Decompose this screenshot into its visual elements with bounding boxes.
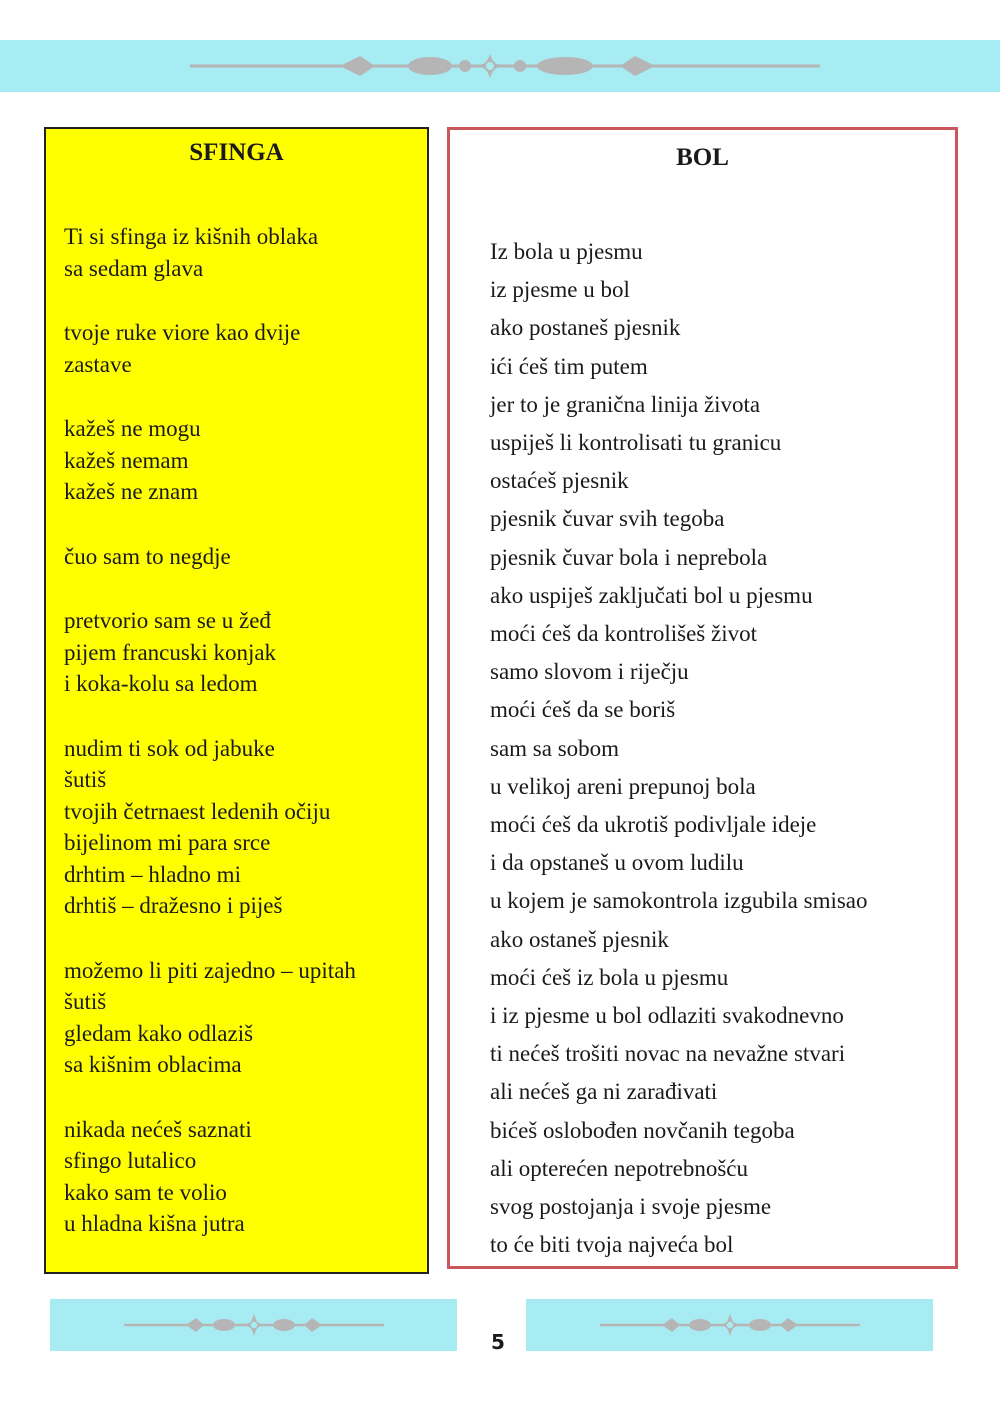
poem-line: tvoje ruke viore kao dvije <box>64 320 301 345</box>
stanza <box>64 413 419 508</box>
flourish-ornament-icon <box>124 1311 384 1339</box>
poem-line: ako uspiješ zaključati bol u pjesmu <box>490 582 813 608</box>
poem-line: šutiš <box>64 989 107 1014</box>
poem-line: pjesnik čuvar svih tegoba <box>490 506 725 532</box>
stanza <box>64 317 419 380</box>
poem-line: možemo li piti zajedno – upitah <box>64 957 356 983</box>
poem-sfinga-box <box>44 127 429 1274</box>
footer-band-left <box>50 1299 457 1351</box>
poem-line: svog postojanja i svoje pjesme <box>490 1194 772 1220</box>
poem-line: kažeš ne znam <box>64 479 199 504</box>
stanza <box>64 541 419 573</box>
poem-line: sa sedam glava <box>64 255 204 281</box>
poem-line: u kojem je samokontrola izgubila smisao <box>490 888 868 914</box>
poem-line: i iz pjesme u bol odlaziti svakodnevno <box>490 1003 844 1029</box>
poem-line: šutiš <box>64 767 107 792</box>
poem-line: kažeš nemam <box>64 447 189 473</box>
poem-line: i da opstaneš u ovom ludilu <box>490 850 744 876</box>
poem-line: pjesnik čuvar bola i neprebola <box>490 544 768 570</box>
poem-line: to će biti tvoja najveća bol <box>490 1232 734 1258</box>
stanza <box>64 955 419 1081</box>
poem-line: ali opterećen nepotrebnošću <box>490 1155 748 1181</box>
poem-line: pretvorio sam se u žeđ <box>64 608 271 633</box>
poem-bol-box <box>447 127 958 1269</box>
poem-line: moći ćeš iz bola u pjesmu <box>490 964 729 990</box>
poem-title-sfinga: SFINGA <box>189 139 284 166</box>
poem-line: ostaćeš pjesnik <box>490 468 629 494</box>
poem-line: drhtiš – dražesno i piješ <box>64 893 283 918</box>
poem-line: ako ostaneš pjesnik <box>490 926 669 952</box>
poem-line: ti nećeš trošiti novac na nevažne stvari <box>490 1041 846 1067</box>
poem-line: sa kišnim oblacima <box>64 1052 242 1077</box>
poem-line: bijelinom mi para srce <box>64 830 271 855</box>
stanza <box>64 1114 419 1240</box>
poem-line: sam sa sobom <box>490 735 620 761</box>
poem-line: pijem francuski konjak <box>64 639 277 665</box>
poem-line: i koka-kolu sa ledom <box>64 671 258 696</box>
header-band <box>0 40 1000 92</box>
page-number: 5 <box>491 1330 505 1354</box>
flourish-ornament-icon <box>600 1311 860 1339</box>
poem-line: gledam kako odlaziš <box>64 1020 254 1046</box>
poem-line: Iz bola u pjesmu <box>490 239 643 264</box>
poem-line: drhtim – hladno mi <box>64 861 241 887</box>
poem-line: čuo sam to negdje <box>64 543 231 569</box>
poem-line: jer to je granična linija života <box>490 391 761 417</box>
poem-line: kažeš ne mogu <box>64 416 201 441</box>
poem-line: moći ćeš da se boriš <box>490 697 676 723</box>
poem-line: u hladna kišna jutra <box>64 1211 245 1236</box>
poem-line: uspiješ li kontrolisati tu granicu <box>490 430 782 456</box>
poem-line: ako postaneš pjesnik <box>490 315 681 341</box>
poem-line: samo slovom i riječju <box>490 659 689 685</box>
poem-line: iz pjesme u bol <box>490 277 630 303</box>
poem-line: tvojih četrnaest ledenih očiju <box>64 798 331 824</box>
poem-bol-body <box>490 233 950 1264</box>
footer-band-right <box>526 1299 933 1351</box>
poem-line: nikada nećeš saznati <box>64 1116 252 1142</box>
poem-line: moći ćeš da ukrotiš podivljale ideje <box>490 812 817 838</box>
stanza <box>64 733 419 922</box>
poem-line: moći ćeš da kontrolišeš život <box>490 621 757 647</box>
poem-line: u velikoj areni prepunoj bola <box>490 773 756 799</box>
stanza <box>64 221 419 284</box>
stanza <box>64 605 419 700</box>
flourish-ornament-icon <box>190 50 820 82</box>
poem-line: sfingo lutalico <box>64 1148 197 1173</box>
poem-line: bićeš oslobođen novčanih tegoba <box>490 1117 795 1143</box>
poem-line: nudim ti sok od jabuke <box>64 735 275 761</box>
poem-line: ali nećeš ga ni zarađivati <box>490 1079 718 1105</box>
poem-line: ići ćeš tim putem <box>490 353 648 379</box>
poem-title-bol: BOL <box>676 144 729 171</box>
poem-line: zastave <box>64 351 132 377</box>
poem-sfinga-body <box>64 221 419 1273</box>
poem-line: kako sam te volio <box>64 1179 227 1205</box>
poem-line: Ti si sfinga iz kišnih oblaka <box>64 224 319 249</box>
